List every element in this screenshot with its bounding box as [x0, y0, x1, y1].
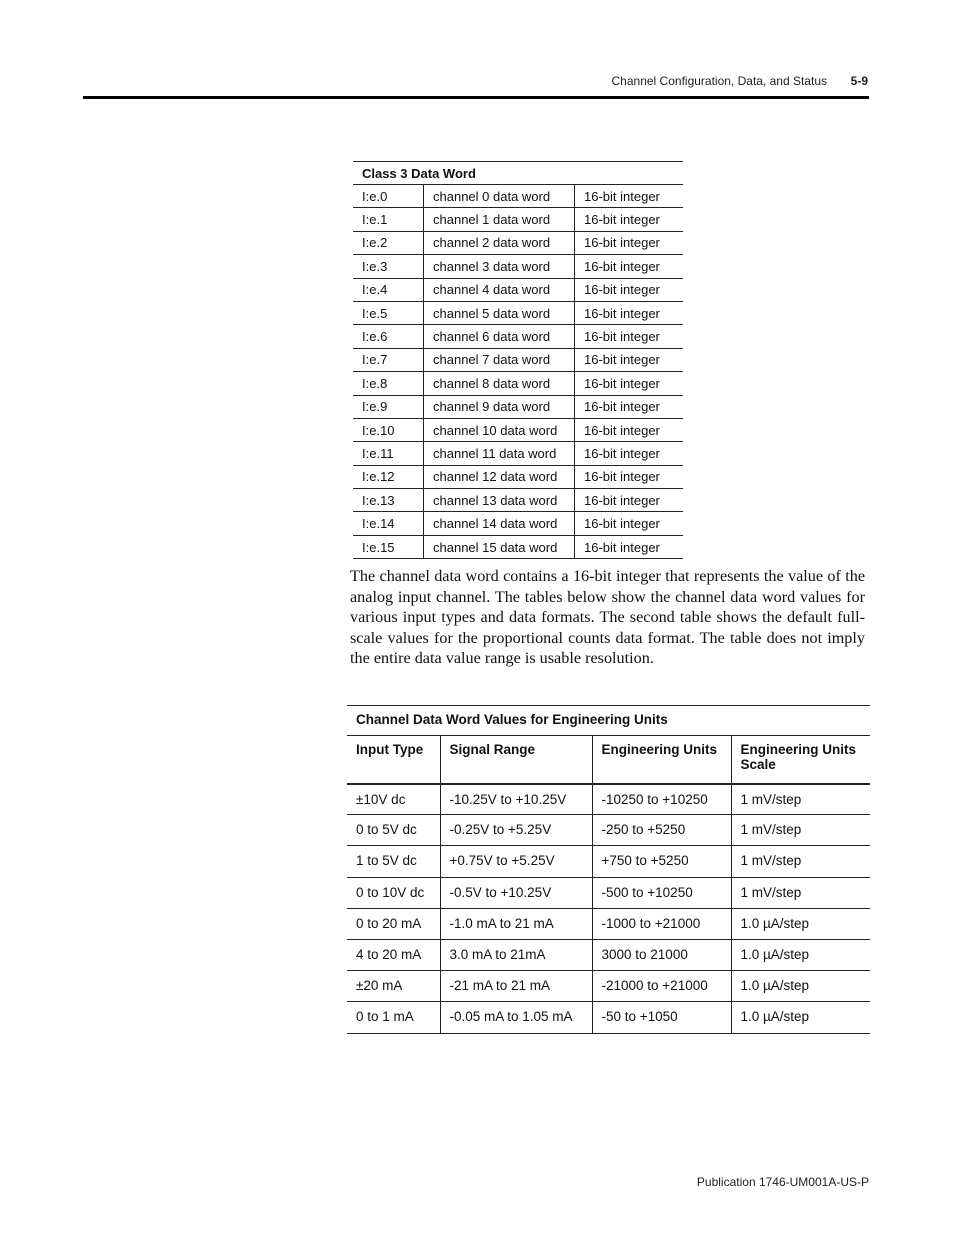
- table-row: [353, 442, 683, 465]
- table-cell: I:e.1: [353, 208, 424, 231]
- table-row: [353, 465, 683, 488]
- column-header: Signal Range: [440, 736, 592, 784]
- table-row: [353, 208, 683, 231]
- table-cell: 0 to 5V dc: [347, 815, 440, 846]
- table-cell: 16-bit integer: [575, 231, 684, 254]
- table-row: [353, 278, 683, 301]
- table-cell: 16-bit integer: [575, 418, 684, 441]
- table-cell: 1 mV/step: [731, 815, 870, 846]
- table-cell: channel 10 data word: [424, 418, 575, 441]
- table-cell: 16-bit integer: [575, 208, 684, 231]
- table-cell: 16-bit integer: [575, 372, 684, 395]
- header-rule: [83, 96, 869, 99]
- table-cell: I:e.10: [353, 418, 424, 441]
- table-row: [347, 971, 870, 1002]
- table-cell: 4 to 20 mA: [347, 939, 440, 970]
- table-row: [353, 418, 683, 441]
- table-cell: -21 mA to 21 mA: [440, 971, 592, 1002]
- table-row: [347, 1002, 870, 1033]
- table-cell: I:e.13: [353, 489, 424, 512]
- table-cell: channel 6 data word: [424, 325, 575, 348]
- page-number: 5-9: [850, 74, 868, 88]
- table-cell: 1.0 µA/step: [731, 1002, 870, 1033]
- table-cell: channel 0 data word: [424, 185, 575, 208]
- table-cell: I:e.11: [353, 442, 424, 465]
- table-cell: I:e.2: [353, 231, 424, 254]
- table-cell: I:e.5: [353, 301, 424, 324]
- table-cell: ±20 mA: [347, 971, 440, 1002]
- table-cell: -10250 to +10250: [592, 784, 731, 815]
- table-cell: channel 11 data word: [424, 442, 575, 465]
- running-header: Channel Configuration, Data, and Status: [611, 74, 827, 88]
- table-row: [353, 489, 683, 512]
- table-cell: 1 mV/step: [731, 877, 870, 908]
- table-cell: I:e.14: [353, 512, 424, 535]
- table-cell: 1 mV/step: [731, 784, 870, 815]
- table-title: Channel Data Word Values for Engineering Units: [347, 706, 870, 736]
- table-cell: 3.0 mA to 21mA: [440, 939, 592, 970]
- table-cell: -0.25V to +5.25V: [440, 815, 592, 846]
- table-title-row: [347, 706, 870, 736]
- table-cell: I:e.12: [353, 465, 424, 488]
- table-cell: 16-bit integer: [575, 325, 684, 348]
- table-row: [347, 908, 870, 939]
- table-cell: 1 mV/step: [731, 846, 870, 877]
- table-cell: 1.0 µA/step: [731, 908, 870, 939]
- table-cell: 16-bit integer: [575, 255, 684, 278]
- class3-data-word-table: [353, 161, 683, 559]
- table-cell: 16-bit integer: [575, 301, 684, 324]
- column-header: Engineering Units: [592, 736, 731, 784]
- body-paragraph: The channel data word contains a 16-bit integer that represents the value of the analog input channel. The tables below show the channel data word values for various input types and data formats. The second table shows the default full-scale values for the proportional counts data format. The table does not imply the entire data value range is usable resolution.: [350, 567, 865, 667]
- table-row: [347, 939, 870, 970]
- table-cell: 16-bit integer: [575, 465, 684, 488]
- table-row: [347, 877, 870, 908]
- table-row: [353, 255, 683, 278]
- table-row: [347, 784, 870, 815]
- table-cell: 16-bit integer: [575, 512, 684, 535]
- table-cell: I:e.8: [353, 372, 424, 395]
- table-title-row: [353, 162, 683, 185]
- table-cell: -250 to +5250: [592, 815, 731, 846]
- table-cell: -21000 to +21000: [592, 971, 731, 1002]
- table-row: [353, 348, 683, 371]
- table-title: Class 3 Data Word: [353, 162, 683, 185]
- table-cell: -10.25V to +10.25V: [440, 784, 592, 815]
- table-cell: channel 4 data word: [424, 278, 575, 301]
- table-cell: channel 9 data word: [424, 395, 575, 418]
- table-cell: channel 14 data word: [424, 512, 575, 535]
- table-cell: -1000 to +21000: [592, 908, 731, 939]
- table-row: [353, 535, 683, 558]
- table-cell: 1.0 µA/step: [731, 971, 870, 1002]
- table-row: [353, 512, 683, 535]
- table-cell: channel 3 data word: [424, 255, 575, 278]
- table-cell: 16-bit integer: [575, 489, 684, 512]
- table-cell: -1.0 mA to 21 mA: [440, 908, 592, 939]
- table-cell: I:e.6: [353, 325, 424, 348]
- engineering-units-table: [347, 705, 870, 1034]
- table-header-row: [347, 736, 870, 784]
- table-cell: -0.5V to +10.25V: [440, 877, 592, 908]
- publication-footer: Publication 1746-UM001A-US-P: [696, 1175, 869, 1189]
- table-cell: 1 to 5V dc: [347, 846, 440, 877]
- table-cell: channel 8 data word: [424, 372, 575, 395]
- table-cell: -0.05 mA to 1.05 mA: [440, 1002, 592, 1033]
- table-cell: 16-bit integer: [575, 442, 684, 465]
- table-cell: channel 2 data word: [424, 231, 575, 254]
- table-cell: I:e.4: [353, 278, 424, 301]
- table-row: [353, 301, 683, 324]
- table-cell: 16-bit integer: [575, 185, 684, 208]
- table-cell: 0 to 20 mA: [347, 908, 440, 939]
- table-cell: channel 13 data word: [424, 489, 575, 512]
- table-cell: -500 to +10250: [592, 877, 731, 908]
- table-row: [347, 815, 870, 846]
- table-row: [353, 325, 683, 348]
- table-row: [353, 372, 683, 395]
- table-cell: I:e.0: [353, 185, 424, 208]
- table-cell: +0.75V to +5.25V: [440, 846, 592, 877]
- table-row: [353, 185, 683, 208]
- table-cell: -50 to +1050: [592, 1002, 731, 1033]
- table-cell: channel 7 data word: [424, 348, 575, 371]
- table-cell: 16-bit integer: [575, 535, 684, 558]
- table-cell: I:e.7: [353, 348, 424, 371]
- table-cell: 1.0 µA/step: [731, 939, 870, 970]
- table-cell: channel 1 data word: [424, 208, 575, 231]
- table-cell: 0 to 10V dc: [347, 877, 440, 908]
- table-cell: I:e.9: [353, 395, 424, 418]
- table-cell: 3000 to 21000: [592, 939, 731, 970]
- table-cell: channel 12 data word: [424, 465, 575, 488]
- column-header: Engineering Units Scale: [731, 736, 870, 784]
- table-cell: +750 to +5250: [592, 846, 731, 877]
- table-cell: 0 to 1 mA: [347, 1002, 440, 1033]
- table-cell: 16-bit integer: [575, 348, 684, 371]
- table-cell: I:e.3: [353, 255, 424, 278]
- table-row: [347, 846, 870, 877]
- table-cell: channel 5 data word: [424, 301, 575, 324]
- table-cell: 16-bit integer: [575, 395, 684, 418]
- table-cell: channel 15 data word: [424, 535, 575, 558]
- table-row: [353, 395, 683, 418]
- table-cell: I:e.15: [353, 535, 424, 558]
- table-cell: 16-bit integer: [575, 278, 684, 301]
- table-row: [353, 231, 683, 254]
- column-header: Input Type: [347, 736, 440, 784]
- table-cell: ±10V dc: [347, 784, 440, 815]
